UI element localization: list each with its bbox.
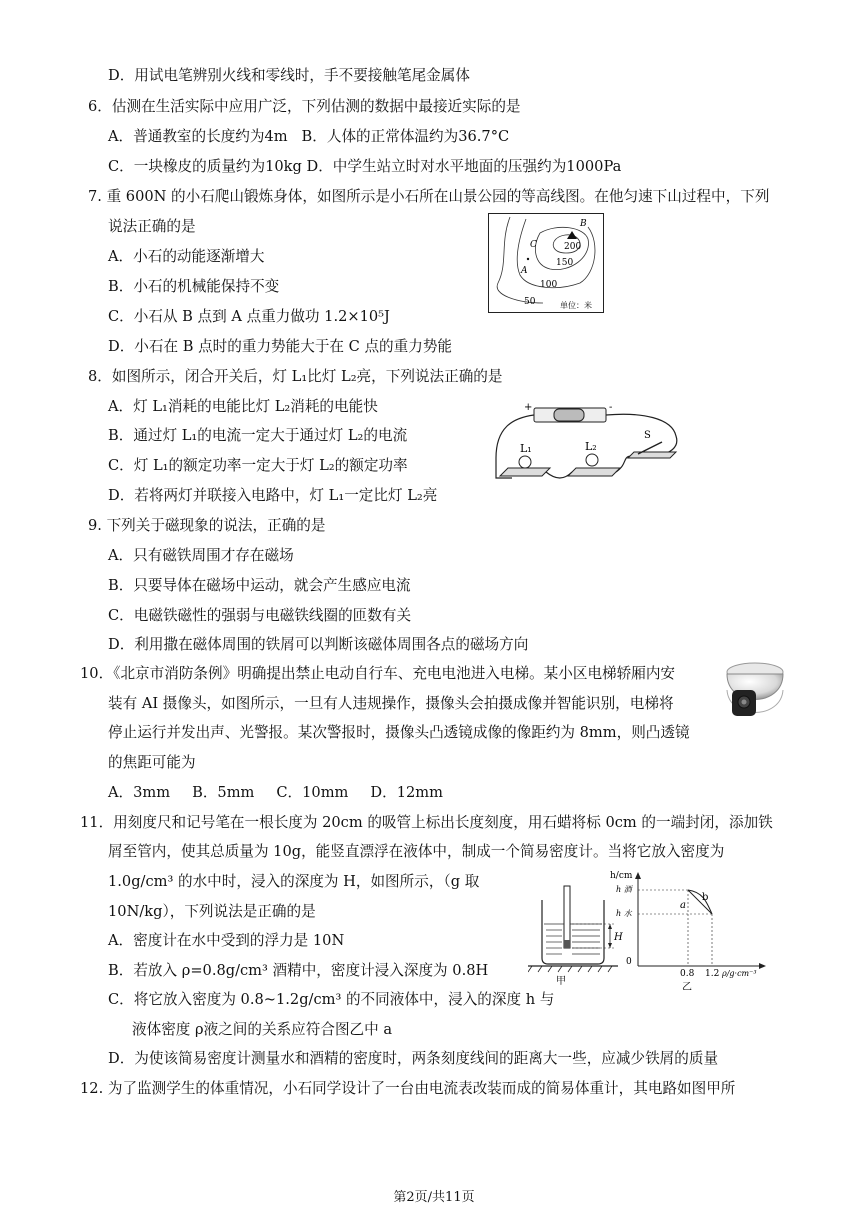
lamp-l2-label: L₂ xyxy=(585,440,597,453)
q7-option-b: B．小石的机械能保持不变 xyxy=(108,278,280,295)
q8-stem: 8．如图所示，闭合开关后，灯 L₁比灯 L₂亮，下列说法正确的是 xyxy=(88,368,503,385)
straw-densimeter xyxy=(564,886,570,948)
q7-stem-line1: 7. 重 600N 的小石爬山锻炼身体，如图所示是小石所在山景公园的等高线图。在他匀速下山过程中，下列 xyxy=(88,188,770,205)
q7-option-c: C．小石从 B 点到 A 点重力做功 1.2×10⁵J xyxy=(108,308,390,325)
lamp-l2-base xyxy=(568,468,620,476)
circuit-figure xyxy=(492,398,684,484)
graph-origin: 0 xyxy=(626,957,632,967)
graph-tick-1-2: 1.2 xyxy=(705,969,720,979)
label-200: 200 xyxy=(564,242,582,252)
q7-stem-line2: 说法正确的是 xyxy=(108,218,196,235)
q11-option-c-line2: 液体密度 ρ液之间的关系应符合图乙中 a xyxy=(132,1021,393,1038)
q5-option-d: D．用试电笔辨别火线和零线时，手不要接触笔尾金属体 xyxy=(108,67,470,84)
q10-option-b: B．5mm xyxy=(192,784,255,801)
q10-stem-line2: 装有 AI 摄像头，如图所示，一旦有人违规操作，摄像头会拍摄成像并智能识别，电梯将 xyxy=(108,695,674,712)
q11-option-b: B．若放入 ρ=0.8g/cm³ 酒精中，密度计浸入深度为 0.8H xyxy=(108,962,489,979)
graph-h-jiu: h 酒 xyxy=(616,885,632,894)
curve-a-label: a xyxy=(680,900,686,911)
q8-option-b: B．通过灯 L₁的电流一定大于通过灯 L₂的电流 xyxy=(108,427,408,444)
lamp-l1-base xyxy=(500,468,550,476)
q6-option-c: C．一块橡皮的质量约为10kg xyxy=(108,158,302,175)
contour-line-50 xyxy=(497,217,543,303)
q6-option-d: D．中学生站立时对水平地面的压强约为1000Pa xyxy=(306,158,622,175)
q6-stem: 6．估测在生活实际中应用广泛，下列估测的数据中最接近实际的是 xyxy=(88,98,521,115)
q11-stem-line2: 屑至管内，使其总质量为 10g，能竖直漂浮在液体中，制成一个简易密度计。当将它放入密度为 xyxy=(108,843,725,860)
q11-option-c-line1: C．将它放入密度为 0.8~1.2g/cm³ 的不同液体中，浸入的深度 h 与 xyxy=(108,991,555,1008)
battery-plus: + xyxy=(524,402,533,413)
q11-option-a: A．密度计在水中受到的浮力是 10N xyxy=(108,932,345,949)
q6-options-cd xyxy=(108,157,621,177)
q9-stem: 9. 下列关于磁现象的说法，正确的是 xyxy=(88,517,326,534)
q9-option-b: B．只要导体在磁场中运动，就会产生感应电流 xyxy=(108,577,411,594)
q10-option-a: A．3mm xyxy=(108,784,171,801)
q10-options xyxy=(108,783,465,803)
q8-option-c: C．灯 L₁的额定功率一定大于灯 L₂的额定功率 xyxy=(108,457,408,474)
lamp-l1-label: L₁ xyxy=(520,442,532,455)
density-depth-graph xyxy=(602,866,774,990)
switch-s-label: S xyxy=(644,430,651,441)
label-c: C xyxy=(530,240,537,250)
q11-option-d: D．为使该简易密度计测量水和酒精的密度时，两条刻度线间的距离大一些，应减少铁屑的质量 xyxy=(108,1050,719,1067)
graph-y-unit: h/cm xyxy=(610,871,633,881)
q11-stem-line1: 11．用刻度尺和记号笔在一根长度为 20cm 的吸管上标出长度刻度，用石蜡将标 0cm 的一端封闭，添加铁 xyxy=(80,814,773,831)
q9-option-c: C．电磁铁磁性的强弱与电磁铁线圈的匝数有关 xyxy=(108,607,412,624)
label-unit: 单位：米 xyxy=(560,301,592,310)
q10-option-c: C．10mm xyxy=(276,784,349,801)
switch-base xyxy=(628,452,676,458)
graph-tick-0-8: 0.8 xyxy=(680,969,695,979)
beaker-icon xyxy=(542,900,604,964)
q8-option-d: D．若将两灯并联接入电路中，灯 L₁一定比灯 L₂亮 xyxy=(108,487,438,504)
ai-camera-photo xyxy=(724,660,786,726)
q10-stem-line3: 停止运行并发出声、光警报。某次警报时，摄像头凸透镜成像的像距约为 8mm，则凸透镜 xyxy=(108,724,690,741)
q12-stem-line1: 12. 为了监测学生的体重情况，小石同学设计了一台由电流表改装而成的简易体重计，其电路如图甲所 xyxy=(80,1080,736,1097)
fig-yi-label: 乙 xyxy=(682,982,692,990)
water-hatching xyxy=(544,924,602,954)
label-a: A xyxy=(521,266,528,276)
q7-option-d: D．小石在 B 点时的重力势能大于在 C 点的重力势能 xyxy=(108,338,453,355)
label-150: 150 xyxy=(556,258,574,268)
depth-h-label: H xyxy=(614,932,623,943)
q6-options-ab xyxy=(108,127,509,147)
q10-option-d: D．12mm xyxy=(370,784,443,801)
contour-line-100 xyxy=(517,219,595,288)
q6-option-a: A．普通教室的长度约为4m xyxy=(108,128,288,145)
lamp-l2-icon xyxy=(586,454,598,466)
fig-jia-label: 甲 xyxy=(556,976,566,987)
label-b: B xyxy=(580,219,587,229)
q6-option-b: B．人体的正常体温约为36.7°C xyxy=(301,128,510,145)
curve-b-label: b xyxy=(702,892,709,903)
point-a-dot xyxy=(527,258,529,260)
label-50: 50 xyxy=(524,297,536,307)
graph-h-shui: h 水 xyxy=(616,909,632,918)
page-number-footer: 第2页/共11页 xyxy=(393,1190,475,1205)
battery-minus: - xyxy=(609,402,613,413)
wire-right xyxy=(606,414,677,454)
q10-stem-line1: 10．《北京市消防条例》明确提出禁止电动自行车、充电电池进入电梯。某小区电梯轿厢内安 xyxy=(80,665,676,682)
label-100: 100 xyxy=(540,280,558,290)
graph-x-unit: ρ/g·cm⁻³ xyxy=(722,969,757,978)
q9-option-a: A．只有磁铁周围才存在磁场 xyxy=(108,547,294,564)
q8-option-a: A．灯 L₁消耗的电能比灯 L₂消耗的电能快 xyxy=(108,398,378,415)
q9-option-d: D．利用撒在磁体周围的铁屑可以判断该磁体周围各点的磁场方向 xyxy=(108,636,529,653)
q11-stem-line4: 10N/kg），下列说法是正确的是 xyxy=(108,903,316,920)
q7-option-a: A．小石的动能逐渐增大 xyxy=(108,248,265,265)
contour-map-figure xyxy=(488,213,604,313)
lamp-l1-icon xyxy=(519,456,531,468)
q10-stem-line4: 的焦距可能为 xyxy=(108,754,196,771)
q11-stem-line3: 1.0g/cm³ 的水中时，浸入的深度为 H，如图所示，（g 取 xyxy=(108,873,480,890)
